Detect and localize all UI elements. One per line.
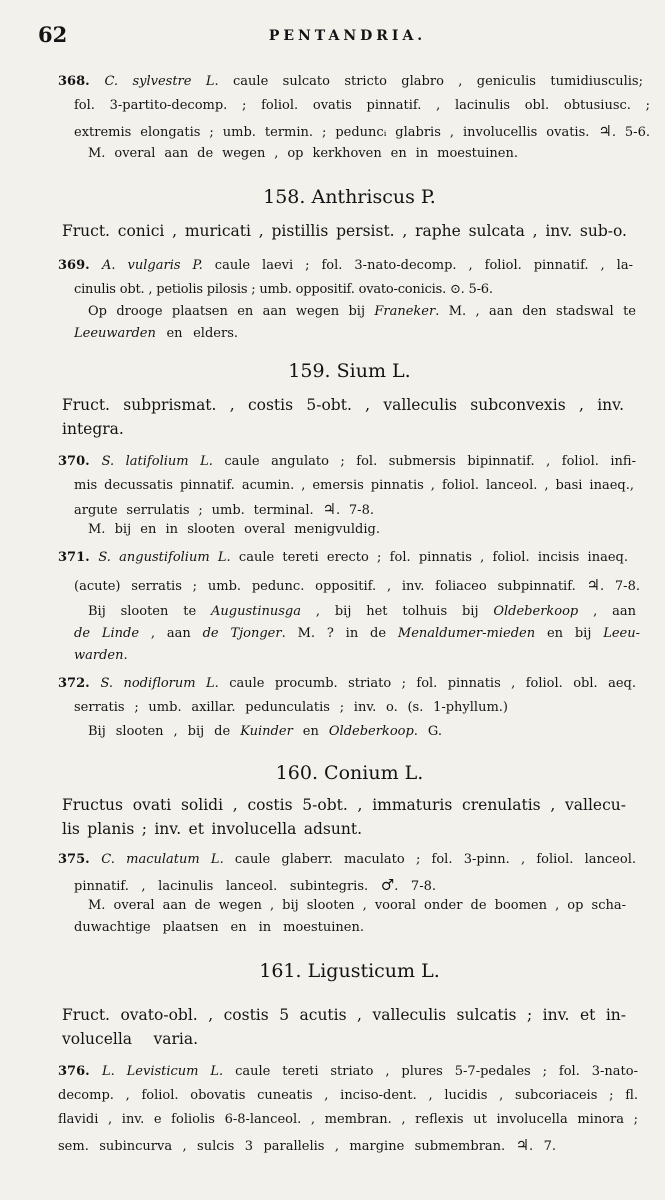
- text-run: decomp. , foliol. obovatis cuneatis , inciso-dent. , lucidis , subcoriaceis ; fl.: [58, 1088, 638, 1103]
- locality-note-line: [88, 304, 636, 319]
- page-header: [0, 22, 665, 52]
- species-entry-line: [58, 550, 628, 565]
- text-run: M. overal aan de wegen , op kerkhoven en in moestuinen.: [88, 146, 518, 161]
- text-run: 160. Conium L.: [275, 762, 424, 784]
- text-run: cinulis obt. , petiolis pilosis ; umb. oppositif. ovato-conicis. ⊙. 5-6.: [74, 282, 493, 297]
- text-run: L. Levisticum L.: [101, 1064, 224, 1079]
- text-run: caule angulato ; fol. submersis bipinnatif. , foliol. infi-: [212, 454, 636, 469]
- botanical-symbol: ♃: [586, 576, 600, 594]
- text-run: Fruct. conici , muricati , pistillis persist. , raphe sulcata , inv. sub-o.: [62, 222, 627, 240]
- text-run: warden.: [74, 648, 128, 663]
- text-run: . 7.: [529, 1139, 556, 1154]
- species-entry-line: [58, 852, 636, 867]
- text-run: 372.: [58, 676, 101, 691]
- text-run: . 7-8.: [394, 879, 436, 894]
- text-run: (acute) serratis ; umb. pedunc. oppositif. , inv. foliaceo subpinnatif.: [74, 579, 587, 594]
- text-run: en bij: [535, 626, 604, 641]
- genus-heading: [0, 960, 665, 982]
- species-entry-line: [74, 478, 634, 493]
- genus-diagnosis-line: [62, 820, 362, 838]
- genus-diagnosis-line: [62, 796, 626, 814]
- text-run: fol. 3-partito-decomp. ; foliol. ovatis pinnatif. , lacinulis obl. obtusiusc. ;: [74, 98, 650, 113]
- text-run: 159. Sium L.: [288, 360, 411, 382]
- text-run: integra.: [62, 420, 124, 438]
- text-run: S. latifolium L.: [101, 454, 213, 469]
- text-run: C. maculatum L.: [101, 852, 224, 867]
- text-run: Leeuwarden: [74, 326, 156, 341]
- text-run: 161. Ligusticum L.: [259, 960, 440, 982]
- text-run: 368.: [58, 74, 105, 89]
- text-run: sem. subincurva , sulcis 3 parallelis , margine submembran.: [58, 1139, 516, 1154]
- text-run: Bij slooten te: [88, 604, 211, 619]
- species-entry-line: [74, 282, 493, 297]
- text-run: Op drooge plaatsen en aan wegen bij: [88, 304, 375, 319]
- botanical-symbol: ♃: [322, 500, 336, 518]
- text-run: Leeu-: [603, 626, 640, 641]
- text-run: Franeker: [374, 304, 436, 319]
- text-run: Bij slooten , bij de: [88, 724, 241, 739]
- genus-diagnosis-line: [62, 396, 624, 414]
- species-entry-line: [58, 454, 636, 469]
- genus-diagnosis-line: [62, 1030, 198, 1048]
- species-entry-line: [58, 1064, 638, 1079]
- text-run: Oldeberkoop: [493, 604, 579, 619]
- locality-note-line: [88, 898, 626, 913]
- text-run: . 7-8.: [335, 503, 374, 518]
- text-run: extremis elongatis ; umb. termin. ; peduncᵢ glabris , involucellis ovatis.: [74, 125, 599, 140]
- text-run: Augustinusga: [211, 604, 301, 619]
- text-run: A. vulgaris P.: [102, 258, 203, 273]
- text-run: S. nodiflorum L.: [100, 676, 219, 691]
- species-entry-line: [58, 676, 636, 691]
- locality-note-line: [88, 522, 380, 537]
- text-run: mis decussatis pinnatif. acumin. , emersis pinnatis , foliol. lanceol. , basi inaeq.,: [74, 478, 634, 493]
- botanical-symbol: ♃: [515, 1136, 530, 1154]
- text-run: caule sulcato stricto glabro , geniculis tumidiusculis;: [218, 74, 643, 89]
- text-run: , bij het tolhuis bij: [301, 604, 494, 619]
- text-run: 376.: [58, 1064, 102, 1079]
- species-entry-line: [74, 576, 640, 594]
- text-run: . 5-6.: [611, 125, 650, 140]
- text-run: 371.: [58, 550, 99, 565]
- text-run: caule tereti striato , plures 5-7-pedales ; fol. 3-nato-: [223, 1064, 638, 1079]
- text-run: caule glaberr. maculato ; fol. 3-pinn. , foliol. lanceol.: [223, 852, 636, 867]
- text-run: Kuinder: [240, 724, 293, 739]
- text-run: serratis ; umb. axillar. pedunculatis ; inv. o. (s. 1-phyllum.): [74, 700, 508, 715]
- text-run: M. bij en in slooten overal menigvuldig.: [88, 522, 380, 537]
- text-run: 369.: [58, 258, 103, 273]
- species-entry-line: [74, 98, 650, 113]
- text-run: argute serrulatis ; umb. terminal.: [74, 503, 323, 518]
- species-entry-line: [58, 258, 633, 273]
- genus-diagnosis-line: [62, 222, 627, 240]
- species-entry-line: [74, 122, 650, 140]
- running-title: PENTANDRIA.: [268, 28, 427, 44]
- species-entry-line: [58, 74, 643, 89]
- page-number: 62: [38, 22, 68, 47]
- text-run: de Linde: [74, 626, 140, 641]
- text-run: 158. Anthriscus P.: [263, 186, 436, 208]
- locality-note-line: [88, 146, 518, 161]
- text-run: caule laevi ; fol. 3-nato-decomp. , foliol. pinnatif. , la-: [202, 258, 633, 273]
- text-run: lis planis ; inv. et involucella adsunt.: [62, 820, 362, 838]
- locality-note-line: [74, 626, 640, 641]
- text-run: Fruct. subprismat. , costis 5-obt. , valleculis subconvexis , inv.: [62, 396, 624, 414]
- locality-note-line: [88, 724, 442, 739]
- text-run: . M. ? in de: [281, 626, 398, 641]
- genus-heading: [0, 186, 665, 208]
- genus-heading: [0, 360, 665, 382]
- text-run: , aan: [578, 604, 636, 619]
- text-run: . M. , aan den stadswal te: [435, 304, 636, 319]
- text-run: S. angustifolium L.: [98, 550, 231, 565]
- text-run: , aan: [139, 626, 203, 641]
- text-run: flavidi , inv. e foliolis 6-8-lanceol. , membran. , reflexis ut involucella minora ;: [58, 1112, 638, 1127]
- species-entry-line: [58, 1088, 638, 1103]
- species-entry-line: [74, 876, 436, 894]
- text-run: de Tjonger: [202, 626, 282, 641]
- species-entry-line: [74, 500, 374, 518]
- text-run: C. sylvestre L.: [104, 74, 219, 89]
- locality-note-line: [88, 604, 636, 619]
- species-entry-line: [74, 700, 508, 715]
- text-run: en: [292, 724, 329, 739]
- text-run: volucella varia.: [62, 1030, 198, 1048]
- text-run: . 7-8.: [599, 579, 640, 594]
- text-run: pinnatif. , lacinulis lanceol. subintegris.: [74, 879, 381, 894]
- genus-diagnosis-line: [62, 420, 124, 438]
- text-run: 375.: [58, 852, 102, 867]
- species-entry-line: [58, 1136, 556, 1154]
- text-run: Menaldumer-mieden: [397, 626, 536, 641]
- locality-note-line: [74, 648, 128, 663]
- text-run: caule tereti erecto ; fol. pinnatis , foliol. incisis inaeq.: [230, 550, 628, 565]
- botanical-symbol: ♃: [598, 122, 612, 140]
- text-run: Oldeberkoop: [328, 724, 414, 739]
- genus-heading: [0, 762, 665, 784]
- text-run: duwachtige plaatsen en in moestuinen.: [74, 920, 364, 935]
- text-run: Fruct. ovato-obl. , costis 5 acutis , valleculis sulcatis ; inv. et in-: [62, 1006, 626, 1024]
- text-run: . G.: [413, 724, 442, 739]
- locality-note-line: [74, 920, 364, 935]
- text-run: 370.: [58, 454, 102, 469]
- text-run: M. overal aan de wegen , bij slooten , vooral onder de boomen , op scha-: [88, 898, 626, 913]
- genus-diagnosis-line: [62, 1006, 626, 1024]
- text-run: en elders.: [155, 326, 238, 341]
- botanical-symbol: ♂: [380, 876, 395, 894]
- text-run: Fructus ovati solidi , costis 5-obt. , immaturis crenulatis , vallecu-: [62, 796, 626, 814]
- locality-note-line: [74, 326, 238, 341]
- species-entry-line: [58, 1112, 638, 1127]
- text-run: caule procumb. striato ; fol. pinnatis , foliol. obl. aeq.: [218, 676, 636, 691]
